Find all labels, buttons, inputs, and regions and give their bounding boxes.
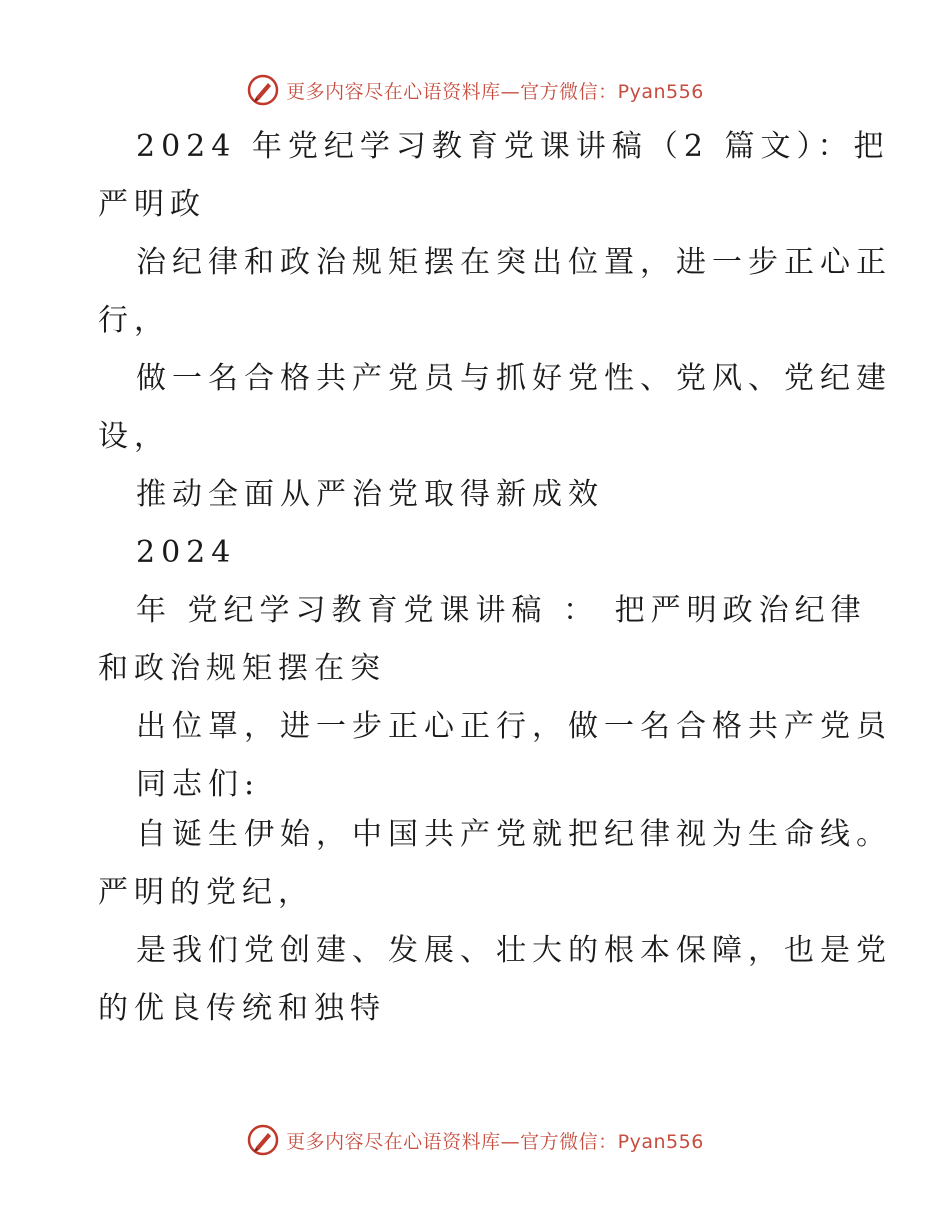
doc-line: 行， xyxy=(98,303,170,338)
footer-watermark xyxy=(0,1120,950,1160)
doc-line: 推动全面从严治党取得新成效 xyxy=(136,477,604,512)
doc-line: 设， xyxy=(98,419,170,454)
doc-line: 是我们党创建、发展、壮大的根本保障，也是党 xyxy=(136,933,892,968)
watermark-text: 更多内容尽在心语资料库—官方微信：Pyan556 xyxy=(286,1130,704,1153)
watermark-text: 更多内容尽在心语资料库—官方微信：Pyan556 xyxy=(286,80,704,103)
doc-line: 的优良传统和独特 xyxy=(98,991,386,1026)
doc-line: 出位罩，进一步正心正行，做一名合格共产党员 xyxy=(136,709,892,744)
doc-line: 治纪律和政治规矩摆在突出位置，进一步正心正 xyxy=(136,245,892,280)
doc-line: 严明政 xyxy=(98,187,206,222)
document-body xyxy=(98,122,892,1042)
doc-line: 严明的党纪， xyxy=(98,875,314,910)
doc-line: 2024 年党纪学习教育党课讲稿（2 篇文）：把 xyxy=(136,129,890,164)
pen-circle-logo-icon xyxy=(246,73,280,107)
doc-line: 年 党纪学习教育党课讲稿 ： 把严明政治纪律 xyxy=(136,593,867,628)
doc-line: 自诞生伊始，中国共产党就把纪律视为生命线。 xyxy=(136,817,892,852)
doc-line: 2024 xyxy=(136,535,237,570)
doc-line: 和政治规矩摆在突 xyxy=(98,651,386,686)
doc-line: 同志们: xyxy=(136,767,261,802)
doc-line: 做一名合格共产党员与抓好党性、党风、党纪建 xyxy=(136,361,892,396)
pen-circle-logo-icon xyxy=(246,1123,280,1157)
header-watermark xyxy=(0,70,950,110)
